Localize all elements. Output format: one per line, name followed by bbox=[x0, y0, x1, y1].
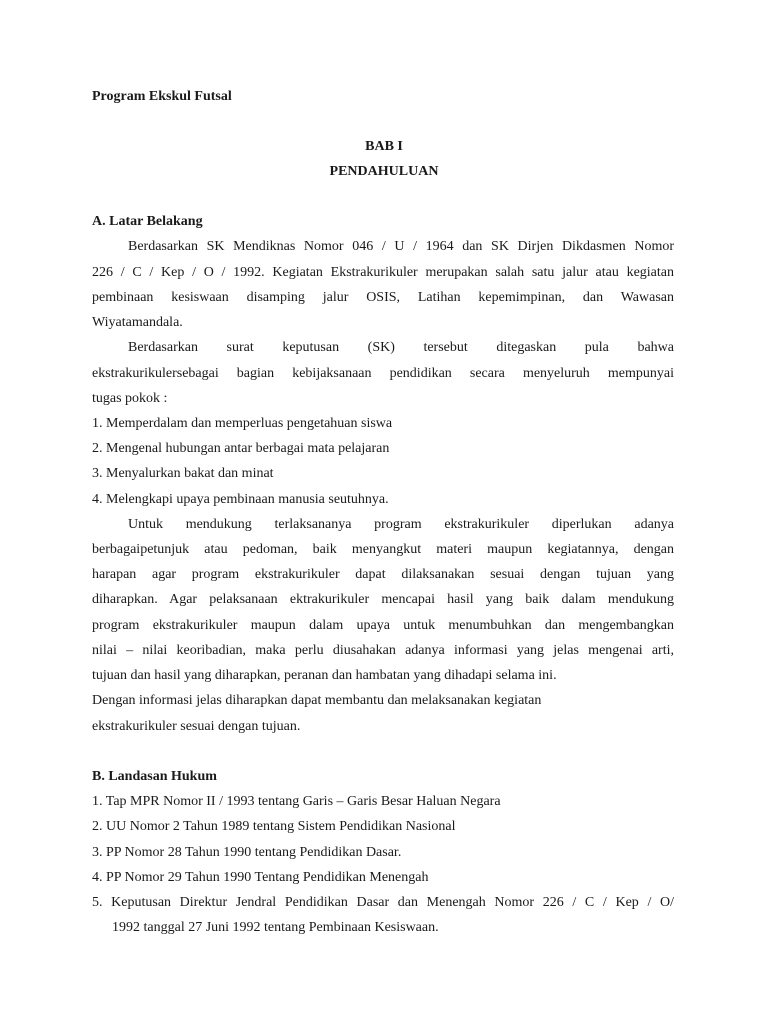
paragraph-line: Dengan informasi jelas diharapkan dapat membantu dan melaksanakan kegiatan bbox=[92, 693, 542, 708]
paragraph-line: Berdasarkan surat keputusan (SK) tersebut ditegaskan pula bahwa bbox=[128, 340, 674, 355]
list-item: 3. Menyalurkan bakat dan minat bbox=[92, 466, 274, 481]
list-item: 3. PP Nomor 28 Tahun 1990 tentang Pendidikan Dasar. bbox=[92, 845, 402, 860]
list-item-continuation: 1992 tanggal 27 Juni 1992 tentang Pembinaan Kesiswaan. bbox=[112, 920, 439, 935]
list-item: 1. Tap MPR Nomor II / 1993 tentang Garis – Garis Besar Haluan Negara bbox=[92, 794, 501, 809]
paragraph-line: Wiyatamandala. bbox=[92, 315, 183, 330]
paragraph-line: Berdasarkan SK Mendiknas Nomor 046 / U / 1964 dan SK Dirjen Dikdasmen Nomor bbox=[128, 239, 674, 254]
list-item: 1. Memperdalam dan memperluas pengetahuan siswa bbox=[92, 416, 393, 431]
paragraph-line: program ekstrakurikuler maupun dalam upaya untuk menumbuhkan dan mengembangkan bbox=[92, 618, 674, 633]
list-item: 5. Keputusan Direktur Jendral Pendidikan Dasar dan Menengah Nomor 226 / C / Kep / O/ bbox=[92, 895, 674, 910]
paragraph-line: 226 / C / Kep / O / 1992. Kegiatan Ekstrakurikuler merupakan salah satu jalur atau kegiatan bbox=[92, 265, 674, 280]
list-item: 2. Mengenal hubungan antar berbagai mata pelajaran bbox=[92, 441, 390, 456]
list-item: 4. PP Nomor 29 Tahun 1990 Tentang Pendidikan Menengah bbox=[92, 870, 429, 885]
paragraph-line: tujuan dan hasil yang diharapkan, peranan dan hambatan yang dihadapi selama ini. bbox=[92, 668, 557, 683]
paragraph-line: diharapkan. Agar pelaksanaan ektrakurikuler mencapai hasil yang baik dalam mendukung bbox=[92, 592, 674, 607]
section-heading-latar-belakang: A. Latar Belakang bbox=[92, 214, 203, 229]
paragraph-line: pembinaan kesiswaan disamping jalur OSIS, Latihan kepemimpinan, dan Wawasan bbox=[92, 290, 674, 305]
paragraph-line: nilai – nilai keoribadian, maka perlu diusahakan adanya informasi yang jelas mengenai arti, bbox=[92, 643, 674, 658]
list-item: 4. Melengkapi upaya pembinaan manusia seutuhnya. bbox=[92, 492, 389, 507]
list-item: 2. UU Nomor 2 Tahun 1989 tentang Sistem Pendidikan Nasional bbox=[92, 819, 456, 834]
section-heading-landasan-hukum: B. Landasan Hukum bbox=[92, 769, 217, 784]
paragraph-line: ekstrakurikuler sesuai dengan tujuan. bbox=[92, 719, 301, 734]
paragraph-line: ekstrakurikulersebagai bagian kebijaksanaan pendidikan secara menyeluruh mempunyai bbox=[92, 366, 674, 381]
chapter-number: BAB I bbox=[365, 139, 403, 154]
document-title: Program Ekskul Futsal bbox=[92, 89, 232, 104]
chapter-title: PENDAHULUAN bbox=[329, 164, 439, 179]
paragraph-line: harapan agar program ekstrakurikuler dapat dilaksanakan sesuai dengan tujuan yang bbox=[92, 567, 674, 582]
paragraph-line: tugas pokok : bbox=[92, 391, 168, 406]
paragraph-line: Untuk mendukung terlaksananya program ekstrakurikuler diperlukan adanya bbox=[128, 517, 674, 532]
paragraph-line: berbagaipetunjuk atau pedoman, baik menyangkut materi maupun kegiatannya, dengan bbox=[92, 542, 674, 557]
